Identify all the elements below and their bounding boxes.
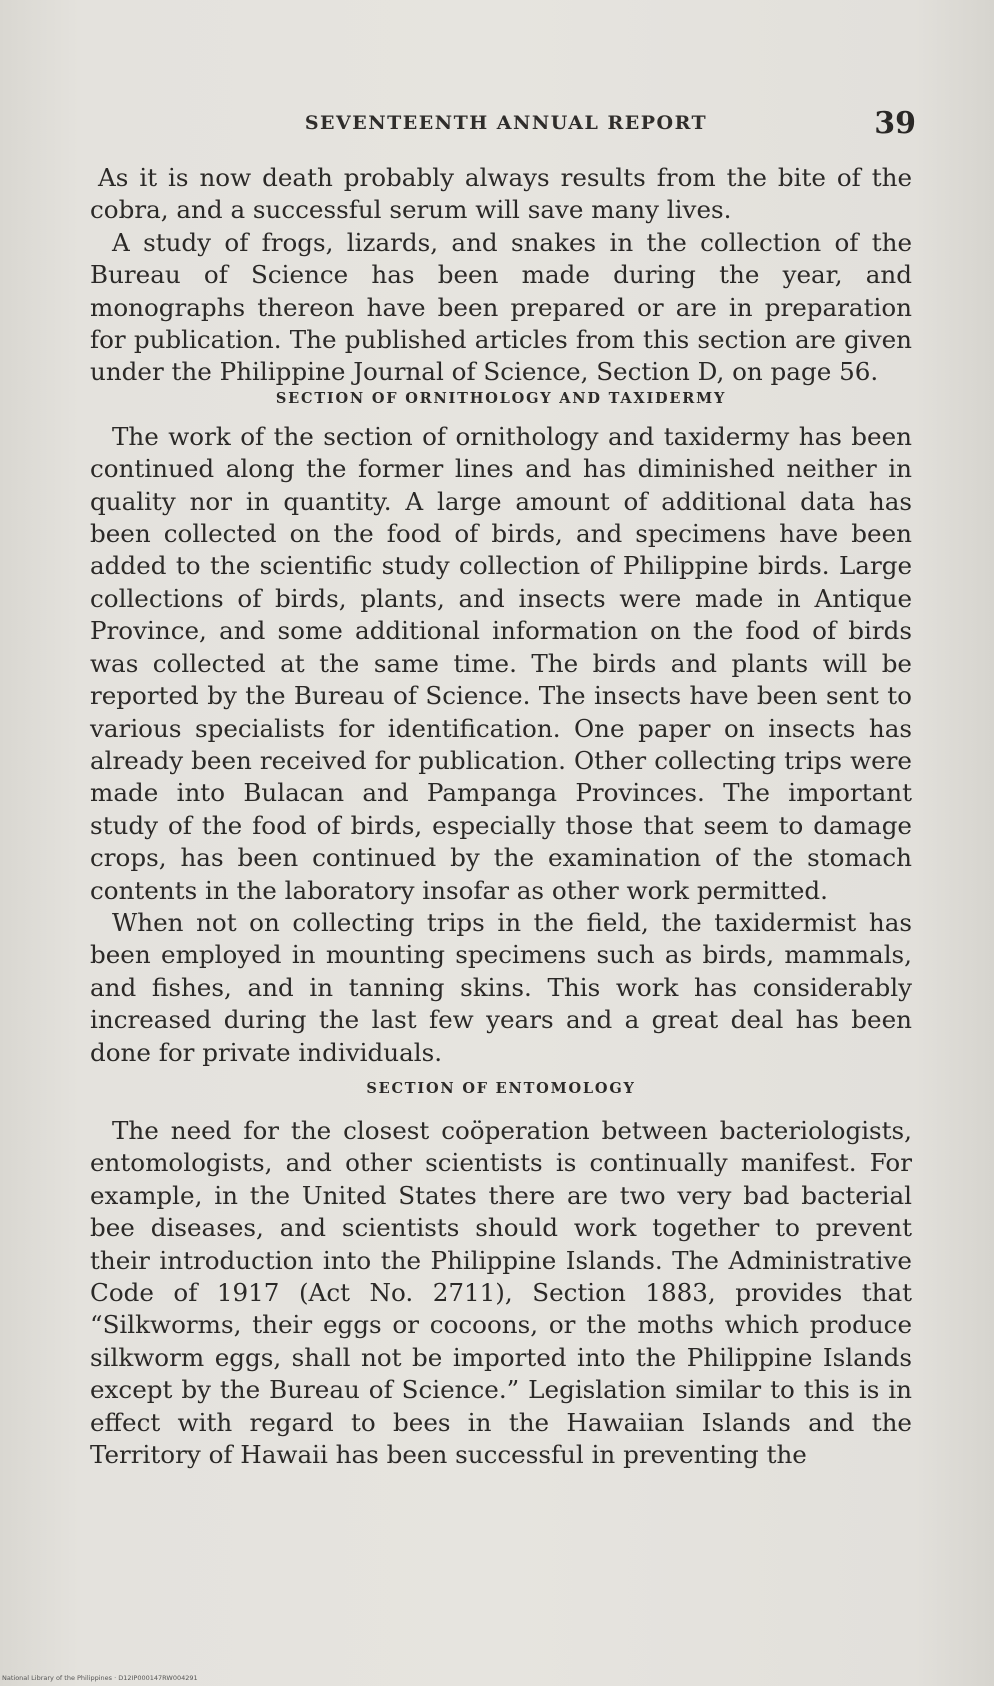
paragraph-entomology-cooperation: The need for the closest coöperation between bacteriologists, entomologists, and other scientists is continually manifest. For example, in the United States there are two very bad bacterial bee diseases, and scientists should work together to prevent their introduction into the Philippine Islands. The Administrative Code of 1917 (Act No. 2711), Section 1883, provides that “Silkworms, their eggs or cocoons, or the moths which produce silkworm eggs, shall not be imported into the Philippine Islands except by the Bureau of Science.” Legislation similar to this is in effect with regard to bees in the Hawaiian Islands and the Territory of Hawaii has been successful in preventing the xyxy=(90,1115,912,1470)
section-heading-entomology: SECTION OF ENTOMOLOGY xyxy=(366,1079,636,1097)
library-stamp: National Library of the Philippines · D12IP000147RW004291 xyxy=(2,1674,198,1682)
body-text xyxy=(90,162,912,1471)
paragraph-cobra-serum: As it is now death probably always results from the bite of the cobra, and a successful serum will save many lives. xyxy=(90,163,912,225)
paragraph-ornithology-work: The work of the section of ornithology and taxidermy has been continued along the former lines and has diminished neither in quality nor in quantity. A large amount of additional data has been collected on the food of birds, and specimens have been added to the scientific study collection of Philippine birds. Large collections of birds, plants, and insects were made in Antique Province, and some additional information on the food of birds was collected at the same time. The birds and plants will be reported by the Bureau of Science. The insects have been sent to various specialists for identification. One paper on insects has already been received for publication. Other collecting trips were made into Bulacan and Pampanga Provinces. The important study of the food of birds, especially those that seem to damage crops, has been continued by the examination of the stomach contents in the laboratory insofar as other work permitted. xyxy=(90,421,912,905)
page-header xyxy=(96,106,916,146)
paragraph-taxidermist: When not on collecting trips in the field, the taxidermist has been employed in mounting specimens such as birds, mammals, and fishes, and in tanning skins. This work has considerably increased during the last few years and a great deal has been done for private individuals. xyxy=(90,907,912,1067)
running-head: SEVENTEENTH ANNUAL REPORT xyxy=(304,112,708,134)
page-number: 39 xyxy=(874,106,916,141)
section-heading-ornithology: SECTION OF ORNITHOLOGY AND TAXIDERMY xyxy=(275,389,727,407)
paragraph-herpetology-study: A study of frogs, lizards, and snakes in the collection of the Bureau of Science has been made during the year, and monographs thereon have been prepared or are in preparation for publication. The published articles from this section are given under the Philippine Journal of Science, Section D, on page 56. xyxy=(90,227,912,387)
